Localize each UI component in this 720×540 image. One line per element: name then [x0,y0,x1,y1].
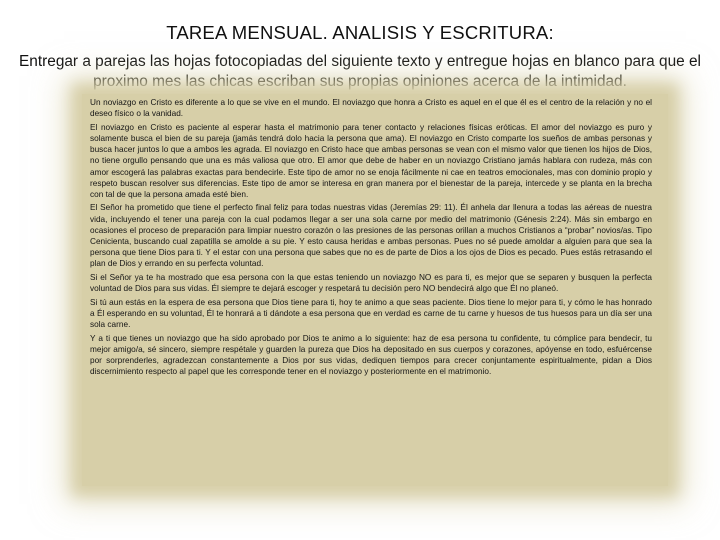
paragraph: Si el Señor ya te ha mostrado que esa persona con la que estas teniendo un noviazgo NO es para ti, es mejor que se separen y busquen la perfecta voluntad de Dios para sus vidas. Él siempre te dejará escoger y respetará tu decisión pero NO bendecirá algo que Él no planeó. [90,272,652,294]
paragraph: Un noviazgo en Cristo es diferente a lo que se vive en el mundo. El noviazgo que honra a Cristo es aquel en el que él es el centro de la relación y no el deseo físico o la vanidad. [90,98,652,119]
paragraph: El Señor ha prometido que tiene el perfecto final feliz para todas nuestras vidas (Jeremías 29: 11). Él anhela dar llenura a todas las aéreas de nuestra vida, incluyendo el tener una pareja con la cual podamos llegar a ser una sola carne por medio del matrimonio (Génesis 2:24). Más sin embargo en ocasiones el proceso de preparación para limpiar nuestro corazón o las presiones de las personas orillan a muchos Cristianos a “probar” novios/as. Tipo Cenicienta, buscando cual zapatilla se amolde a su pie. Y esto causa heridas e ambas personas. Pues no sé puede amoldar a alguien para que sea la persona que tiene Dios para ti. Y el estar con una persona que sabes que no es de parte de Dios a los ojos de Dios es pecado. Pues estás retrasando el plan de Dios y errando en su perfecta voluntad. [90,203,652,269]
slide-title: TAREA MENSUAL. ANALISIS Y ESCRITURA: [166,22,554,43]
paragraph: El noviazgo en Cristo es paciente al esperar hasta el matrimonio para tener contacto y relaciones físicas eróticas. El amor del noviazgo es puro y solamente busca el bien de su pareja (jamás tendrá dolo hacia la persona que ama). El noviazgo en Cristo comparte los sueños de ambas personas y busca hacer juntos lo que a ambos les agrada. El noviazgo en Cristo hace que ambas personas se vean con el mismo valor que tienen los hijos de Dios, no tiene orgullo pensando que una es más valiosa que otro. El amor que debe de haber en un noviazgo Cristiano jamás hablara con rudeza, más con amor escogerá las palabras exactas para bendecirle. Este tipo de amor no se enoja fácilmente ni cae en teatros emocionales, mas con dominio propio y respeto buscan resolver sus diferencias. Este tipo de amor se interesa en gran manera por el bienestar de la pareja, intercede y se planta en la brecha con tal de que la persona amada esté bien. [90,122,652,199]
paragraph: Si tú aun estás en la espera de esa persona que Dios tiene para ti, hoy te animo a que seas paciente. Dios tiene lo mejor para ti, y cómo le has honrado a Él esperando en su voluntad, Él te honrará a ti dándote a esa persona que en verdad es carne de tu carne y huesos de tus huesos para un día ser una sola carne. [90,297,652,330]
body-text [90,97,652,380]
paragraph: Y a ti que tienes un noviazgo que ha sido aprobado por Dios te animo a lo siguiente: haz de esa persona tu confidente, tu cómplice para bendecir, tu mejor amigo/a, sé sincero, siempre respétale y guarden la pureza que Dios ha depositado en sus cuerpos y corazones, apóyense en todo, esfuércense por sorprenderles, agradezcan constantemente a Dios por sus vidas, dediquen tiempos para crecer conjuntamente espiritualmente, pidan a Dios discernimiento respecto al papel que les corresponde tener en el noviazgo y posteriormente en el matrimonio. [90,333,652,377]
assignment-subtitle: Entregar a parejas las hojas fotocopiadas del siguiente texto y entregue hojas en blanco para que el proximo mes las chicas escriban sus propias opiniones acerca de la intimidad. [19,53,701,90]
